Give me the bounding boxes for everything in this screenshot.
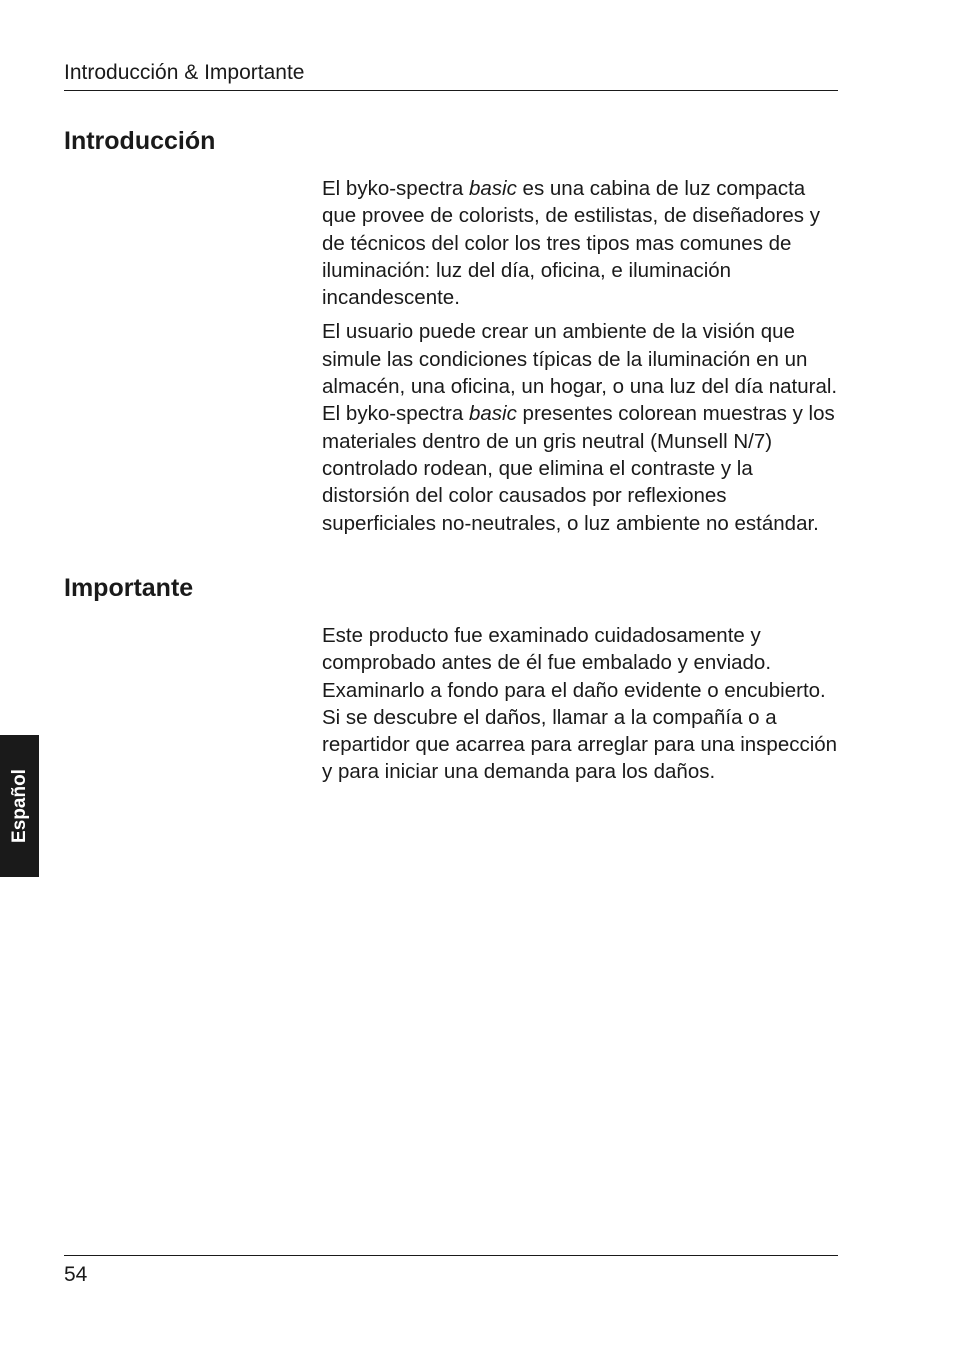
section-title-introduccion: Introducción: [64, 127, 216, 155]
page-number: 54: [64, 1263, 88, 1286]
header-rule: [64, 90, 838, 91]
important-paragraph-1: Este producto fue examinado cuidadosamente y comprobado antes de él fue embalado y enviado. Examinarlo a fondo para el daño evidente o encubierto. Si se descubre el daños, llamar a la compañía o a repartidor que acarrea para arreglar para una inspección y para iniciar una demanda para los daños.: [322, 624, 838, 784]
language-tab: [0, 735, 39, 877]
intro-p1-text-after: es una cabina de luz compacta que provee de colorists, de estilistas, de diseñadores y de técnicos del color los tres tipos mas comunes de iluminación: luz del día, oficina, e iluminación incandescente.: [322, 177, 820, 310]
intro-paragraph-1: [322, 175, 842, 311]
intro-p1-text-before: El byko-spectra: [322, 177, 469, 200]
intro-p2-text-before: El usuario puede crear un ambiente de la visión que simule las condiciones típicas de la iluminación en un almacén, una oficina, un hogar, o una luz del día natural. El byko-spectra: [322, 320, 838, 426]
intro-paragraph-2: [322, 318, 842, 536]
intro-p1-emphasis: basic: [468, 177, 517, 200]
intro-p2-text-after: presentes colorean muestras y los materiales dentro de un gris neutral (Munsell N/7) controlado rodean, que elimina el contraste y la distorsión del color causados por reflexiones superficiales no-neutrales, o luz ambiente no estándar.: [322, 402, 835, 535]
intro-body: [322, 175, 842, 537]
important-body: [322, 622, 842, 786]
running-header: Introducción & Importante: [64, 61, 305, 84]
footer-rule: [64, 1255, 838, 1256]
section-title-importante: Importante: [64, 574, 194, 602]
intro-p2-emphasis: basic: [468, 402, 517, 426]
language-tab-label: Español: [8, 769, 30, 843]
